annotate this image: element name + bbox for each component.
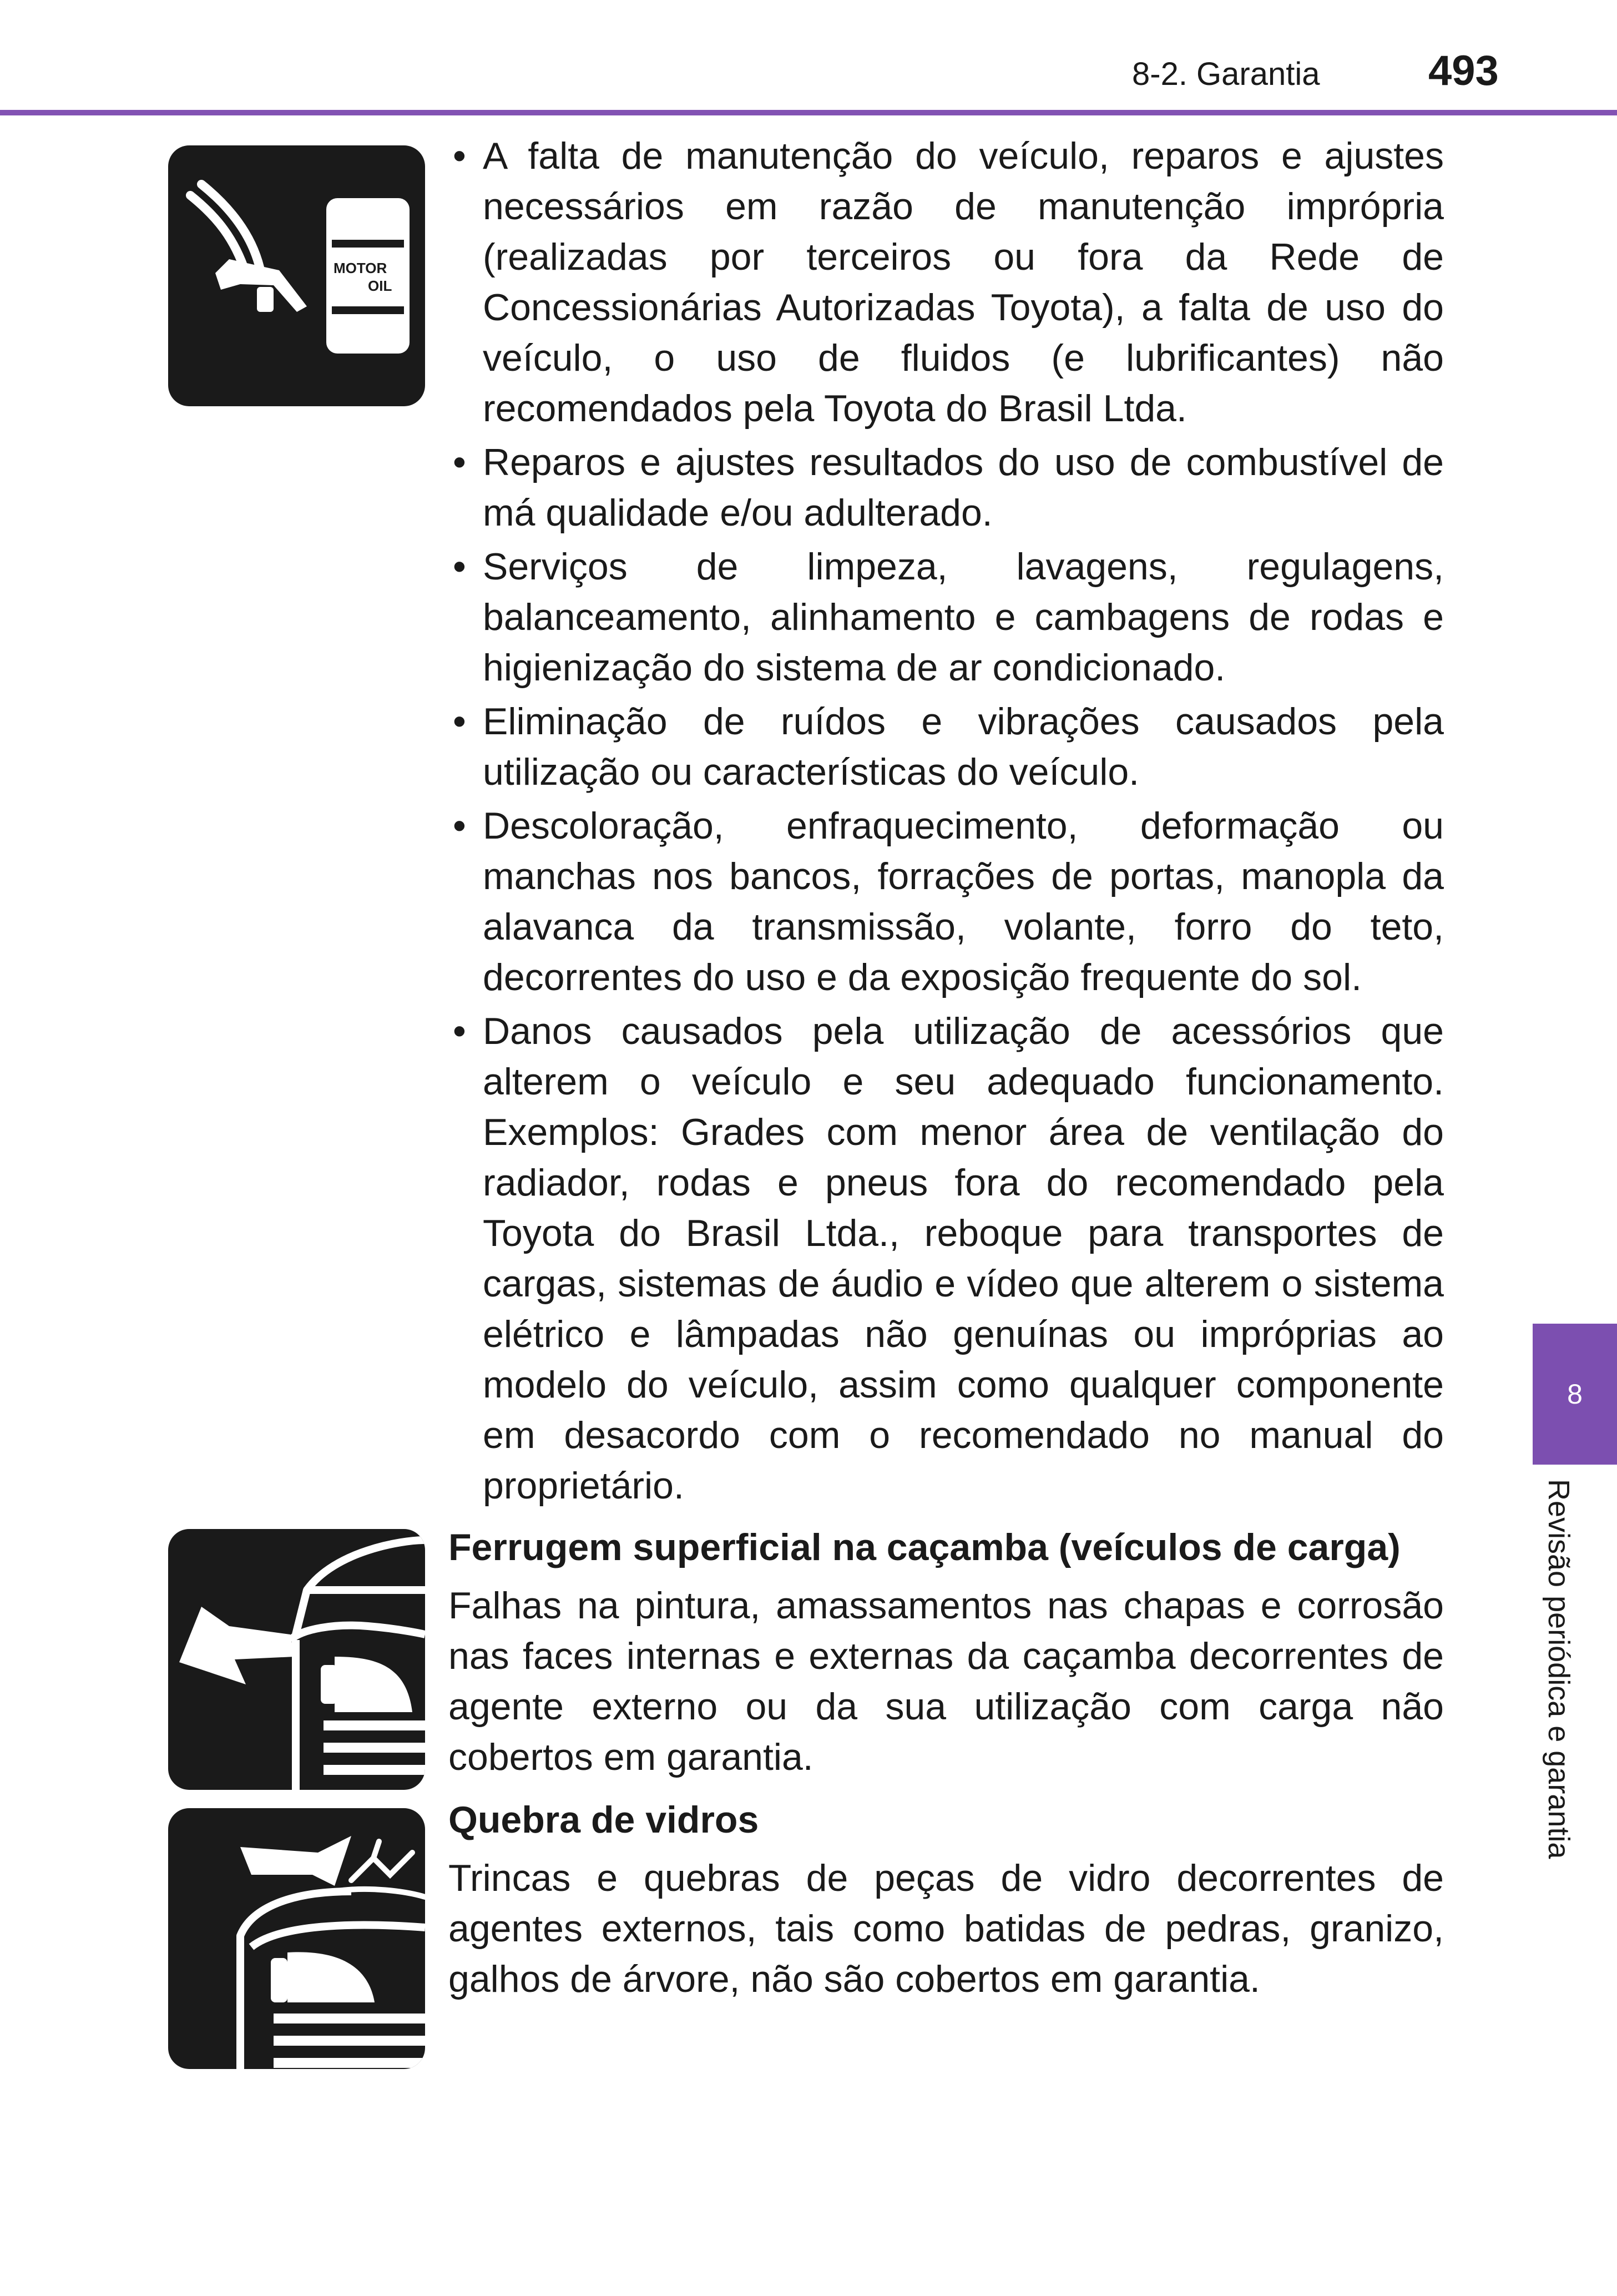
list-item: • Serviços de limpeza, lavagens, regulagens, balanceamento, alinhamento e cambagens de rodas e higienização do sistema de ar condicionado. bbox=[453, 546, 1444, 689]
section-heading-glass: Quebra de vidros bbox=[448, 1799, 759, 1841]
list-item-text: A falta de manutenção do veículo, reparos e ajustes necessários em razão de manutenção imprópria (realizadas por terceiros ou fora da Rede de Concessionárias Autorizadas Toyota), a falta de uso do veículo, o uso de fluidos (e lubrificantes) não recomendados pela Toyota do Brasil Ltda. bbox=[483, 135, 1444, 430]
section-title: 8-2. Garantia bbox=[1132, 56, 1320, 92]
section-text-rust: Falhas na pintura, amassamentos nas chapas e corrosão nas faces internas e externas da caçamba decorrentes de agente externo ou da sua utilização com carga não cobertos em garantia. bbox=[448, 1585, 1444, 1778]
list-item-text: Danos causados pela utilização de acessórios que alterem o veículo e seu adequado funcionamento. Exemplos: Grades com menor área de ventilação do radiador, rodas e pneus fora do recomendado pela Toyota do Brasil Ltda., reboque para transportes de cargas, sistemas de áudio e vídeo que alterem o sistema elétrico e lâmpadas não genuínas ou impróprias ao modelo do veículo, assim como qualquer componente em desacordo com o recomendado no manual do proprietário. bbox=[483, 1010, 1444, 1507]
truck-bed-damage-icon bbox=[168, 1529, 425, 1790]
list-item: • Descoloração, enfraquecimento, deformação ou manchas nos bancos, forrações de portas, manopla da alavanca da transmissão, volante, forro do teto, decorrentes do uso e da exposição frequente do sol. bbox=[453, 805, 1444, 998]
exclusions-list bbox=[448, 131, 1444, 1511]
page-number: 493 bbox=[1428, 47, 1499, 94]
broken-glass-icon bbox=[168, 1808, 425, 2069]
list-item: • Reparos e ajustes resultados do uso de combustível de má qualidade e/ou adulterado. bbox=[453, 441, 1444, 534]
chapter-label: Revisão periódica e garantia bbox=[1542, 1479, 1575, 1859]
section-heading-rust: Ferrugem superficial na caçamba (veículos de carga) bbox=[448, 1526, 1401, 1568]
barrel-label-motor: MOTOR bbox=[333, 260, 387, 276]
chapter-number: 8 bbox=[1567, 1379, 1583, 1410]
barrel-label-oil: OIL bbox=[368, 277, 392, 294]
list-item-text: Descoloração, enfraquecimento, deformação ou manchas nos bancos, forrações de portas, manopla da alavanca da transmissão, volante, forro do teto, decorrentes do uso e da exposição frequente do sol. bbox=[483, 805, 1444, 998]
header-divider bbox=[0, 110, 1617, 115]
main-content bbox=[448, 131, 1444, 2005]
list-item: • Danos causados pela utilização de acessórios que alterem o veículo e seu adequado funcionamento. Exemplos: Grades com menor área de ventilação do radiador, rodas e pneus fora do recomendado pela Toyota do Brasil Ltda., reboque para transportes de cargas, sistemas de áudio e vídeo que alterem o sistema elétrico e lâmpadas não genuínas ou impróprias ao modelo do veículo, assim como qualquer componente em desacordo com o recomendado no manual do proprietário. bbox=[453, 1010, 1444, 1507]
section-text-glass: Trincas e quebras de peças de vidro decorrentes de agentes externos, tais como batidas de pedras, granizo, galhos de árvore, não são cobertos em garantia. bbox=[448, 1857, 1444, 2000]
list-item: • A falta de manutenção do veículo, reparos e ajustes necessários em razão de manutenção imprópria (realizadas por terceiros ou fora da Rede de Concessionárias Autorizadas Toyota), a falta de uso do veículo, o uso de fluidos (e lubrificantes) não recomendados pela Toyota do Brasil Ltda. bbox=[453, 135, 1444, 430]
list-item: • Eliminação de ruídos e vibrações causados pela utilização ou características do veículo. bbox=[453, 700, 1444, 793]
list-item-text: Eliminação de ruídos e vibrações causados pela utilização ou características do veículo. bbox=[483, 700, 1444, 793]
fuel-nozzle-motor-oil-icon bbox=[168, 145, 425, 406]
chapter-tab bbox=[1533, 1324, 1617, 1465]
list-item-text: Reparos e ajustes resultados do uso de combustível de má qualidade e/ou adulterado. bbox=[483, 441, 1444, 534]
list-item-text: Serviços de limpeza, lavagens, regulagens, balanceamento, alinhamento e cambagens de rodas e higienização do sistema de ar condicionado. bbox=[483, 546, 1444, 689]
